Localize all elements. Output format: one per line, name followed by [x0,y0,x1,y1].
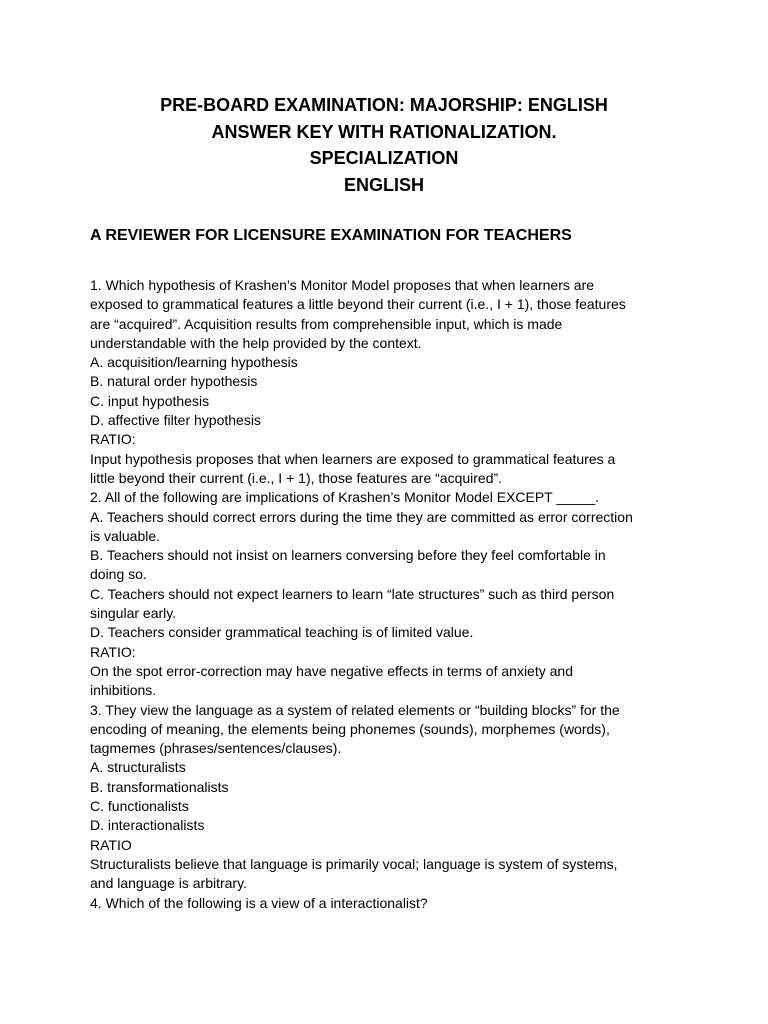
choice-line: A. acquisition/learning hypothesis [90,354,298,371]
question-1-line: understandable with the help provided by the context. [90,334,422,351]
document-body [90,276,690,913]
ratio-text-line: On the spot error-correction may have negative effects in terms of anxiety and [90,662,573,679]
choice-line: doing so. [90,566,147,583]
choice-line: D. interactionalists [90,817,205,834]
choice-line: B. Teachers should not insist on learners conversing before they feel comfortable in [90,547,606,564]
choice-line: B. natural order hypothesis [90,373,258,390]
ratio-text-line: inhibitions. [90,682,157,699]
choice-line: C. Teachers should not expect learners to learn “late structures” such as third person [90,585,615,602]
document-subtitle: A REVIEWER FOR LICENSURE EXAMINATION FOR TEACHERS [90,227,572,244]
title-line: ANSWER KEY WITH RATIONALIZATION. [211,121,557,142]
choice-line: singular early. [90,605,177,622]
choice-line: C. functionalists [90,798,189,815]
document-title [0,92,768,198]
question-3-line: 3. They view the language as a system of related elements or “building blocks” for the [90,701,620,718]
ratio-text-line: and language is arbitrary. [90,875,247,892]
ratio-label: RATIO: [90,643,136,660]
choice-line: D. affective filter hypothesis [90,412,261,429]
choice-line: A. Teachers should correct errors during the time they are committed as error correction [90,508,633,525]
question-3-line: encoding of meaning, the elements being phonemes (sounds), morphemes (words), [90,720,610,737]
title-line: SPECIALIZATION [309,148,459,168]
ratio-label: RATIO: [90,431,136,448]
choice-line: D. Teachers consider grammatical teaching is of limited value. [90,624,474,641]
ratio-text-line: little beyond their current (i.e., I + 1), those features are “acquired”. [90,469,503,486]
choice-line: is valuable. [90,527,161,544]
choice-line: C. input hypothesis [90,392,210,409]
ratio-label: RATIO [90,836,132,853]
choice-line: B. transformationalists [90,778,229,795]
ratio-text-line: Structuralists believe that language is primarily vocal; language is system of systems, [90,855,618,872]
choice-line: A. structuralists [90,759,186,776]
question-1-line: exposed to grammatical features a little beyond their current (i.e., I + 1), those features [90,296,626,313]
question-1-line: 1. Which hypothesis of Krashen’s Monitor Model proposes that when learners are [90,277,595,293]
question-4-line: 4. Which of the following is a view of a interactionalist? [90,894,428,911]
question-3-line: tagmemes (phrases/sentences/clauses). [90,740,342,757]
ratio-text-line: Input hypothesis proposes that when learners are exposed to grammatical features a [90,450,616,467]
question-1-line: are “acquired”. Acquisition results from comprehensible input, which is made [90,315,563,332]
title-line: ENGLISH [343,174,424,195]
question-2-line: 2. All of the following are implications of Krashen’s Monitor Model EXCEPT _____. [90,489,600,506]
title-line: PRE-BOARD EXAMINATION: MAJORSHIP: ENGLISH [160,95,608,115]
